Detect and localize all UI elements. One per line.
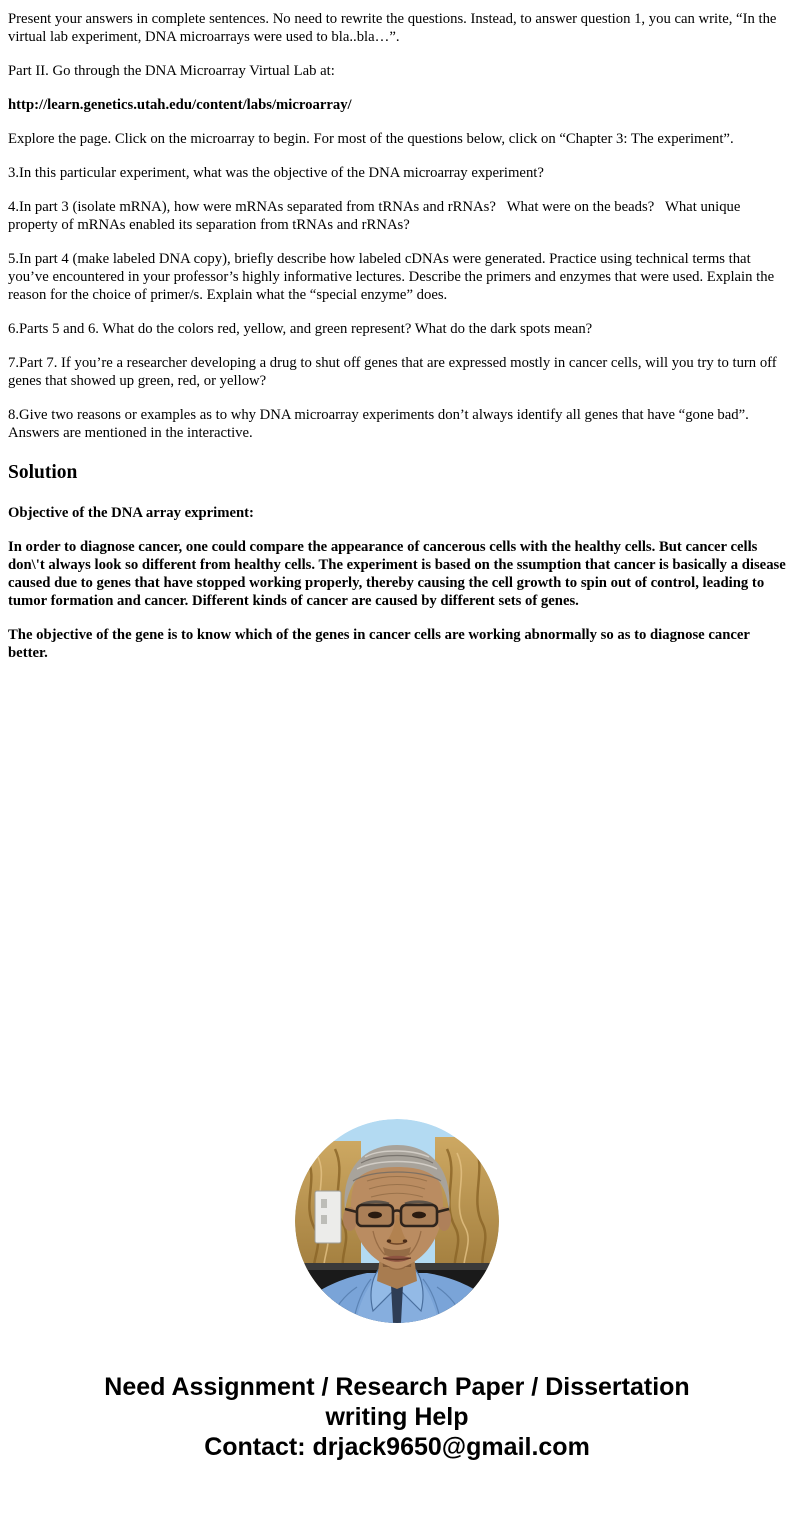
document-body <box>0 0 794 662</box>
question-8: 8.Give two reasons or examples as to why DNA microarray experiments don’t always identify all genes that have “gone bad”. Answers are mentioned in the interactive. <box>8 407 752 441</box>
question-3: 3.In this particular experiment, what was the objective of the DNA microarray experiment? <box>8 165 544 181</box>
solution-heading: Solution <box>8 462 78 483</box>
portrait-photo-icon <box>295 1119 499 1323</box>
footer-ad-line-1: Need Assignment / Research Paper / Dissertation <box>104 1373 690 1401</box>
footer-contact-email: Contact: drjack9650@gmail.com <box>204 1433 590 1461</box>
intro-paragraph: Present your answers in complete sentences. No need to rewrite the questions. Instead, to answer question 1, you can write, “In the virtual lab experiment, DNA microarrays were used to bla..bla…”. <box>8 11 781 45</box>
footer-ad-line-2: writing Help <box>325 1403 469 1431</box>
solution-objective-subheading: Objective of the DNA array expriment: <box>8 505 254 521</box>
lab-url-text: http://learn.genetics.utah.edu/content/labs/microarray/ <box>8 97 352 113</box>
solution-paragraph-1: In order to diagnose cancer, one could compare the appearance of cancerous cells with the healthy cells. But cancer cells don\'t always look so different from healthy cells. The experiment is based on the ssumption that cancer is basically a disease caused due to genes that have stopped working properly, thereby causing the cell growth to spin out of control, leading to tumor formation and cancer. Different kinds of cancer are caused by different sets of genes. <box>8 539 790 609</box>
question-6: 6.Parts 5 and 6. What do the colors red, yellow, and green represent? What do the dark spots mean? <box>8 321 593 337</box>
footer-ad <box>0 1372 794 1462</box>
question-7: 7.Part 7. If you’re a researcher developing a drug to shut off genes that are expressed mostly in cancer cells, will you try to turn off genes that showed up green, red, or yellow? <box>8 355 781 389</box>
explore-instruction: Explore the page. Click on the microarray to begin. For most of the questions below, click on “Chapter 3: The experiment”. <box>8 131 734 147</box>
question-4: 4.In part 3 (isolate mRNA), how were mRNAs separated from tRNAs and rRNAs? What were on the beads? What unique property of mRNAs enabled its separation from tRNAs and rRNAs? <box>8 199 745 233</box>
part2-instruction: Part II. Go through the DNA Microarray Virtual Lab at: <box>8 63 335 79</box>
question-5: 5.In part 4 (make labeled DNA copy), briefly describe how labeled cDNAs were generated. Practice using technical terms that you’ve encountered in your professor’s highly informative lectures. Describe the primers and enzymes that were used. Explain the reason for the choice of primer/s. Explain what the “special enzyme” does. <box>8 251 778 303</box>
person-avatar <box>295 1119 499 1323</box>
solution-paragraph-2: The objective of the gene is to know which of the genes in cancer cells are working abnormally so as to diagnose cancer better. <box>8 627 754 661</box>
